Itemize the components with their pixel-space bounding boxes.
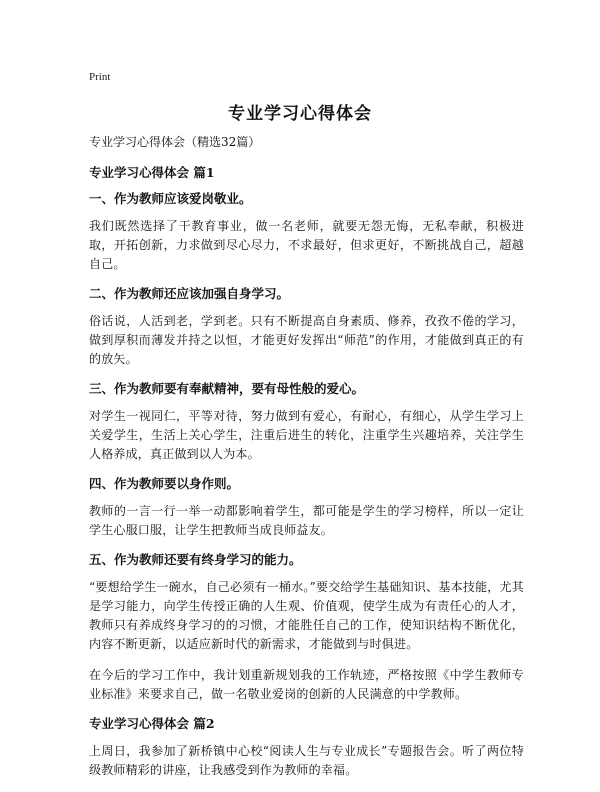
page-title: 专业学习心得体会: [228, 104, 372, 124]
point-heading-4: 四、作为教师要以身作则。: [89, 476, 240, 491]
print-link[interactable]: Print: [89, 71, 111, 83]
point-text-5: “要想给学生一碗水，自己必须有一桶水。”要交给学生基础知识、基本技能，尤其是学习能力，向学生传授正确的人生观、价值观，使学生成为有责任心的人才，教师只有养成终身学习的的习惯，才能胜任自己的工作，使知识结构不断优化，内容不断更新，以适应新时代的新需求，才能做到与时俱进。: [89, 580, 524, 651]
point-heading-5: 五、作为教师还要有终身学习的能力。: [89, 552, 302, 567]
point-heading-1: 一、作为教师应该爱岗敬业。: [89, 191, 252, 206]
point-text-1: 我们既然选择了干教育事业，做一名老师，就要无怨无悔，无私奉献，积极进取，开拓创新，力求做到尽心尽力，不求最好，但求更好，不断挑战自己，超越自己。: [89, 219, 524, 271]
point-heading-2: 二、作为教师还应该加强自身学习。: [89, 286, 290, 301]
section-heading-2: 专业学习心得体会 篇2: [89, 716, 215, 731]
point-text-3: 对学生一视同仁，平等对待，努力做到有爱心，有耐心，有细心，从学生学习上关爱学生，生活上关心学生，注重后进生的转化，注重学生兴趣培养，关注学生人格养成，真正做到以人为本。: [89, 409, 524, 461]
point-text-2: 俗话说，人活到老，学到老。只有不断提高自身素质、修养，孜孜不倦的学习，做到厚积而薄发并持之以恒，才能更好发挥出“师范”的作用，才能做到真正的有的放矢。: [89, 314, 524, 366]
closing-paragraph: 在今后的学习工作中，我计划重新规划我的工作轨迹，严格按照《中学生教师专业标准》来要求自己，做一名敬业爱岗的创新的人民满意的中学教师。: [89, 668, 524, 701]
point-heading-3: 三、作为教师要有奉献精神，要有母性般的爱心。: [89, 381, 365, 396]
article-body: [89, 134, 524, 792]
article2-paragraph: 上周日，我参加了新桥镇中心校“阅读人生与专业成长”专题报告会。听了两位特级教师精彩的讲座，让我感受到作为教师的幸福。: [89, 744, 524, 777]
article-subtitle: 专业学习心得体会（精选32篇）: [89, 135, 261, 149]
point-text-4: 教师的一言一行一举一动都影响着学生，都可能是学生的学习榜样，所以一定让学生心服口服，让学生把教师当成良师益友。: [89, 504, 524, 537]
section-heading-1: 专业学习心得体会 篇1: [89, 165, 215, 180]
